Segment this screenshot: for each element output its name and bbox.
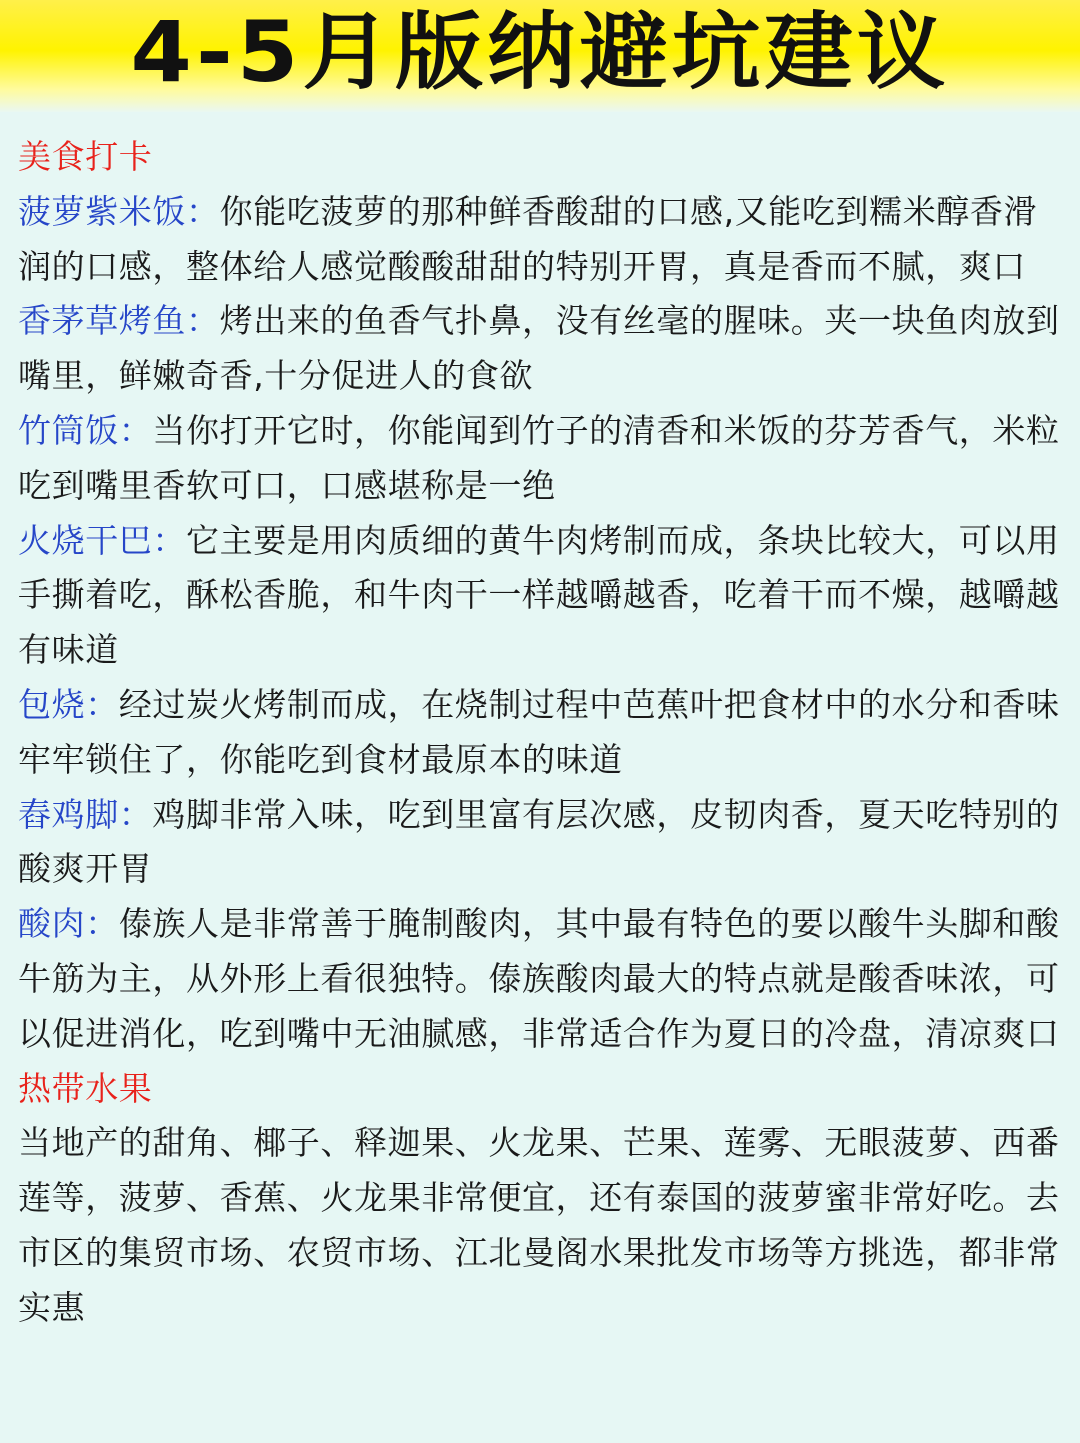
food-item-bamboo-rice (18, 404, 1060, 514)
food-item-term: 酸肉： (18, 904, 119, 944)
food-item-term: 火烧干巴： (18, 520, 186, 560)
food-item-grilled-fish (18, 294, 1060, 404)
food-item-description: 经过炭火烤制而成，在烧制过程中芭蕉叶把食材中的水分和香味牢牢锁住了，你能吃到食材最原本的味道 (18, 684, 1060, 779)
food-item-term: 竹筒饭： (18, 410, 153, 450)
food-item-pineapple-rice (18, 185, 1060, 295)
section-heading-food: 美食打卡 (18, 137, 153, 176)
food-item-description: 烤出来的鱼香气扑鼻，没有丝毫的腥味。夹一块鱼肉放到嘴里，鲜嫩奇香,十分促进人的食欲 (18, 301, 1060, 396)
fruit-description: 当地产的甜角、椰子、释迦果、火龙果、芒果、莲雾、无眼菠萝、西番莲等，菠萝、香蕉、火龙果非常便宜，还有泰国的菠萝蜜非常好吃。去市区的集贸市场、农贸市场、江北曼阁水果批发市场等方挑选，都非常实惠 (18, 1123, 1060, 1327)
page-title: 4-5月版纳避坑建议 (130, 3, 950, 101)
title-banner (0, 0, 1080, 112)
food-item-description: 傣族人是非常善于腌制酸肉，其中最有特色的要以酸牛头脚和酸牛筋为主，从外形上看很独特。傣族酸肉最大的特点就是酸香味浓，可以促进消化，吃到嘴中无油腻感，非常适合作为夏日的冷盘，清凉爽口 (18, 904, 1060, 1053)
food-item-description: 你能吃菠萝的那种鲜香酸甜的口感,又能吃到糯米醇香滑润的口感，整体给人感觉酸酸甜甜的特别开胃，真是香而不腻，爽口 (18, 191, 1038, 286)
food-item-description: 它主要是用肉质细的黄牛肉烤制而成，条块比较大，可以用手撕着吃，酥松香脆，和牛肉干一样越嚼越香，吃着干而不燥，越嚼越有味道 (18, 520, 1060, 670)
food-item-description: 鸡脚非常入味，吃到里富有层次感，皮韧肉香，夏天吃特别的酸爽开胃 (18, 794, 1060, 889)
food-item-term: 舂鸡脚： (18, 794, 153, 834)
food-item-sour-meat (18, 897, 1060, 1061)
section-heading-fruit: 热带水果 (18, 1068, 153, 1108)
food-item-term: 菠萝紫米饭： (18, 191, 220, 231)
food-item-chicken-feet (18, 788, 1060, 898)
food-item-term: 香茅草烤鱼： (18, 301, 220, 341)
food-item-leaf-grilled (18, 678, 1060, 788)
food-item-dried-beef (18, 514, 1060, 678)
article-body (0, 112, 1080, 1336)
food-item-description: 当你打开它时，你能闻到竹子的清香和米饭的芬芳香气，米粒吃到嘴里香软可口，口感堪称是一绝 (18, 410, 1060, 505)
food-item-term: 包烧： (18, 684, 119, 724)
